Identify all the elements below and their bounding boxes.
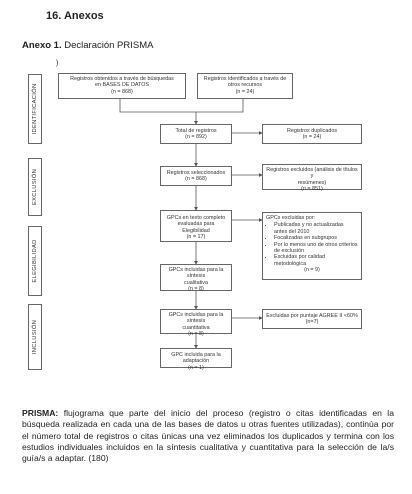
phase-inclusion-label: INCLUSIÓN [32, 319, 38, 355]
phase-identificacion-label: IDENTIFICACIÓN [32, 83, 38, 135]
box-adaptation: GPC incluida para la adaptación (n = 1) [160, 348, 232, 368]
box-qualitative-synthesis: GPCs incluidas para la síntesis cualitativa (n = 8) [160, 264, 232, 291]
box-total-records: Total de registros (n = 892) [160, 124, 232, 144]
box-other-records: Registros identificados a través de otros recursos (n = 24) [197, 73, 293, 99]
exclusion-reason-item: • Publicadas y no actualizadas antes del 2010 [274, 222, 358, 235]
box-agree-excluded: Excluidas por puntaje AGREE II <60% (n=7) [262, 309, 362, 329]
phase-inclusion [28, 304, 42, 370]
phase-exclusion-label: EXCLUSIÓN [32, 168, 38, 206]
section-title: 16. Anexos [46, 10, 104, 22]
exclusion-reason-item: • Excluidas por calidad metodológica [274, 254, 358, 267]
box-duplicates: Registros duplicados (n = 24) [262, 124, 362, 144]
box-excluded-records: Registros excluidos (análisis de títulos y resúmenes) (n = 851) [262, 164, 362, 190]
caption-label: PRISMA: [22, 408, 59, 418]
phase-elegibilidad [28, 226, 42, 296]
annex-label: Anexo 1. [22, 40, 62, 51]
exclusion-reasons-list [266, 222, 358, 267]
stray-mark: ) [56, 60, 59, 67]
box-database-records: Registros obtenidos a través de búsquedas en BASES DE DATOS (n = 868) [58, 73, 186, 99]
box-fulltext-excluded: GPCs excluidas por: • Publicadas y no actualizadas antes del 2010 • Focalizadas en subgrupos • Por lo menos uno de otros criterios de exclusión • Excluidas por calidad metodológica (n = 9) [262, 212, 362, 280]
phase-exclusion [28, 158, 42, 216]
box-fulltext-assessed: GPCs en texto completo evaluadas para Elegibilidad (n = 17) [160, 210, 232, 242]
box-quantitative-synthesis: GPCs incluidas para la síntesis cuantitativa (n = 8) [160, 309, 232, 334]
caption-text: flujograma que parte del inicio del proceso (registro o citas identificadas en la búsqueda realizada en cada una de las bases de datos u otras fuentes utilizadas), continúa por el número total de registros o citas únicas una vez eliminados los duplicados y termina con los estudios individuales incluidos en la síntesis cualitativa y cuantitativa para la selección de la/s guía/s a adaptar. (180) [22, 408, 394, 464]
phase-elegibilidad-label: ELEGIBILIDAD [32, 239, 38, 283]
figure-caption [22, 408, 394, 464]
exclusion-reason-item: • Por lo menos uno de otros criterios de exclusión [274, 242, 358, 255]
phase-identificacion [28, 74, 42, 144]
box-selected-records: Registros seleccionados (n = 868) [160, 166, 232, 186]
annex-title: Declaración PRISMA [64, 40, 154, 51]
exclusion-reason-item: • Focalizadas en subgrupos [274, 235, 358, 241]
